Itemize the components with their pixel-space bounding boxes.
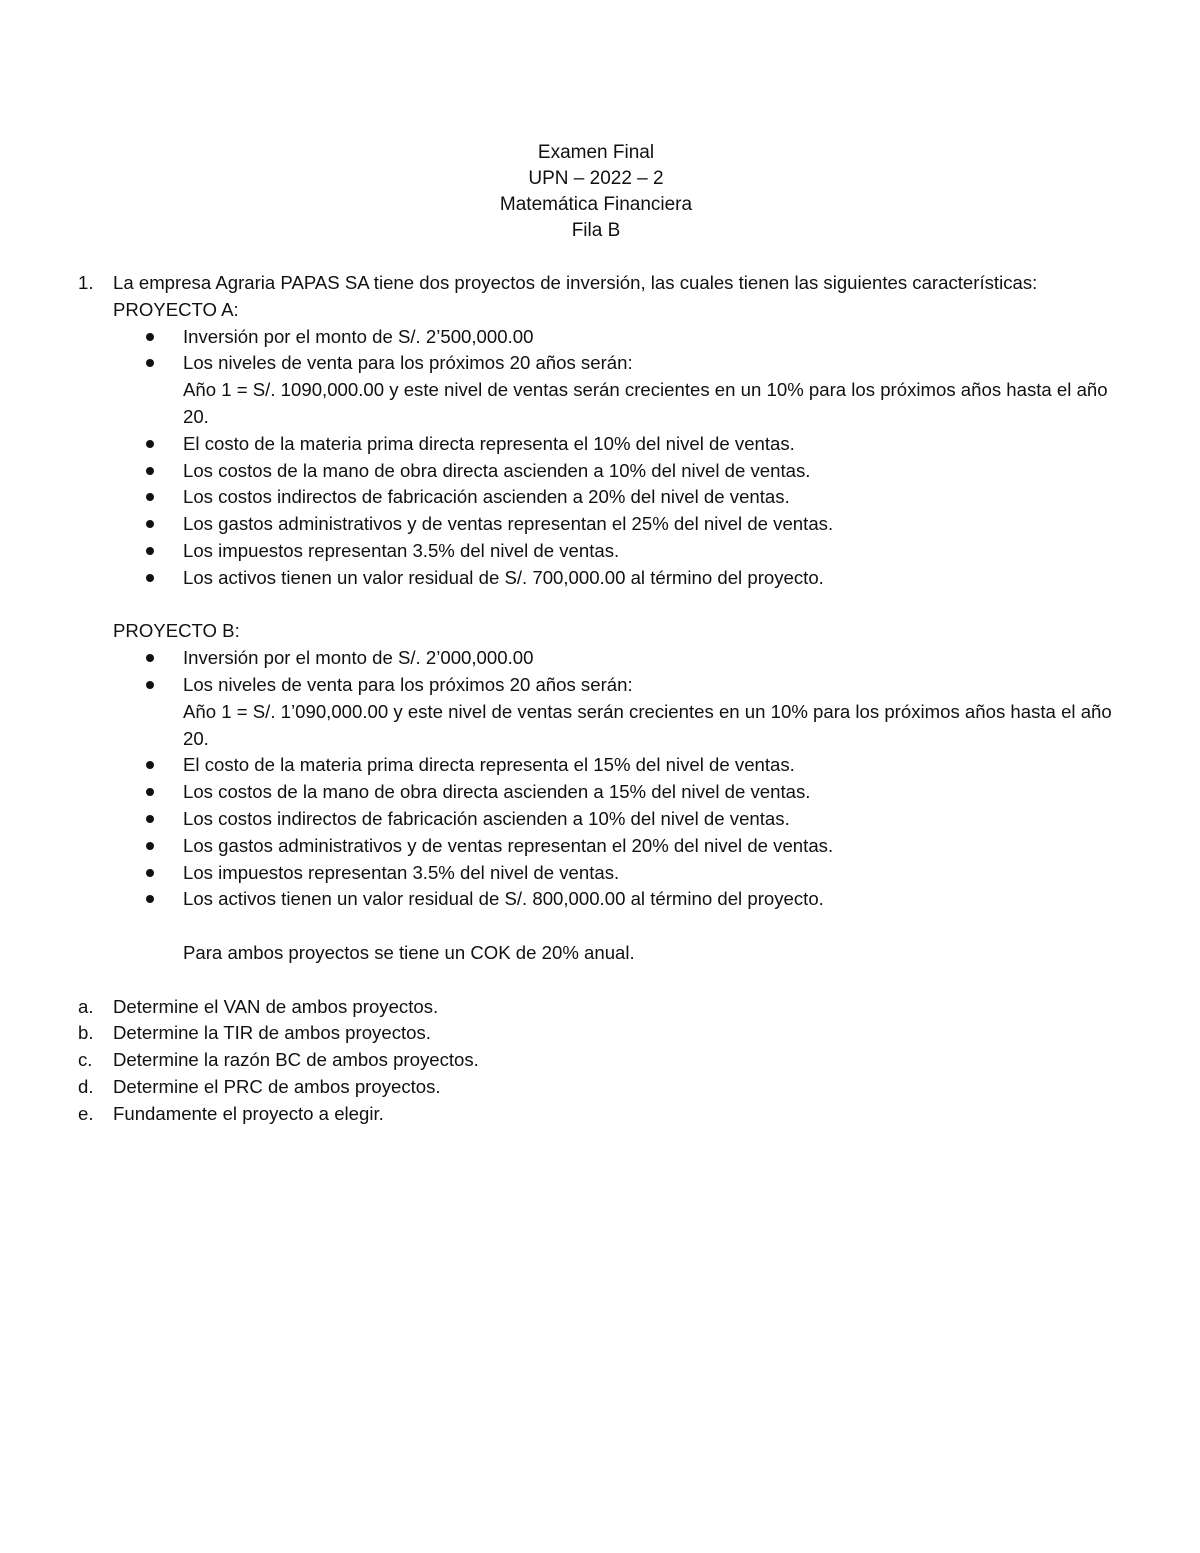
- spacer: [78, 967, 1168, 994]
- project-a-sales-detail: Año 1 = S/. 1090,000.00 y este nivel de ventas serán crecientes en un 10% para los próximos años hasta el año: [183, 379, 1108, 401]
- header-row: Fila B: [571, 220, 621, 241]
- project-a-item-taxes: [78, 538, 1168, 565]
- bullet-icon: [146, 467, 154, 475]
- item-text: Los costos indirectos de fabricación ascienden a 10% del nivel de ventas.: [183, 807, 790, 829]
- project-a-item-labor: [78, 458, 1168, 485]
- subquestion-text: Determine el VAN de ambos proyectos.: [113, 995, 439, 1017]
- bullet-icon: [146, 895, 154, 903]
- subquestion-letter: c.: [78, 1049, 93, 1071]
- project-a-item-investment: [78, 324, 1168, 351]
- project-b-item-investment: [78, 645, 1168, 672]
- bullet-icon: [146, 654, 154, 662]
- question-1: [78, 270, 1168, 297]
- bullet-icon: [146, 440, 154, 448]
- project-b-item-indirect-costs: [78, 806, 1168, 833]
- subquestion-letter: a.: [78, 995, 94, 1017]
- question-number: 1.: [78, 272, 94, 293]
- subquestion-letter: b.: [78, 1022, 94, 1044]
- project-b-item-labor: [78, 779, 1168, 806]
- item-text: Inversión por el monto de S/. 2’000,000.00: [183, 647, 534, 669]
- bullet-icon: [146, 493, 154, 501]
- project-a-item-residual-value: [78, 565, 1168, 592]
- bullet-icon: [146, 788, 154, 796]
- project-a-item-admin-expenses: [78, 511, 1168, 538]
- item-text: Los gastos administrativos y de ventas representan el 20% del nivel de ventas.: [183, 834, 834, 856]
- project-b-sales-detail: Año 1 = S/. 1’090,000.00 y este nivel de ventas serán crecientes en un 10% para los próximos años hasta el año: [183, 700, 1112, 722]
- item-text: El costo de la materia prima directa representa el 15% del nivel de ventas.: [183, 754, 795, 776]
- item-text: Los gastos administrativos y de ventas representan el 25% del nivel de ventas.: [183, 513, 834, 535]
- header-title: Examen Final: [537, 142, 655, 163]
- project-a-item-indirect-costs: [78, 484, 1168, 511]
- subquestion-letter: d.: [78, 1075, 94, 1097]
- project-b-item-taxes: [78, 860, 1168, 887]
- subquestion-b: [78, 1020, 1168, 1047]
- subquestion-text: Determine la razón BC de ambos proyectos.: [113, 1049, 479, 1071]
- item-text: Los costos de la mano de obra directa ascienden a 15% del nivel de ventas.: [183, 781, 811, 803]
- project-b-item-residual-value: [78, 886, 1168, 913]
- bullet-icon: [146, 815, 154, 823]
- exam-content: [78, 270, 1168, 1128]
- spacer: [78, 913, 1168, 940]
- bullet-icon: [146, 547, 154, 555]
- subquestion-text: Determine el PRC de ambos proyectos.: [113, 1075, 441, 1097]
- subquestion-text: Determine la TIR de ambos proyectos.: [113, 1022, 431, 1044]
- item-text: Los impuestos representan 3.5% del nivel de ventas.: [183, 861, 620, 883]
- item-text: Los impuestos representan 3.5% del nivel de ventas.: [183, 539, 620, 561]
- bullet-icon: [146, 869, 154, 877]
- bullet-icon: [146, 842, 154, 850]
- item-text: Los costos indirectos de fabricación ascienden a 20% del nivel de ventas.: [183, 486, 790, 508]
- project-b-item-raw-material: [78, 752, 1168, 779]
- exam-header: [0, 140, 1192, 244]
- cok-note: Para ambos proyectos se tiene un COK de 20% anual.: [183, 941, 635, 963]
- project-b-item-sales: [78, 672, 1168, 699]
- subquestion-letter: e.: [78, 1102, 94, 1124]
- item-text: El costo de la materia prima directa representa el 10% del nivel de ventas.: [183, 432, 795, 454]
- header-course: Matemática Financiera: [499, 194, 693, 215]
- bullet-icon: [146, 574, 154, 582]
- subquestion-a: [78, 994, 1168, 1021]
- project-b-item-admin-expenses: [78, 833, 1168, 860]
- spacer: [78, 592, 1168, 619]
- item-text: Los niveles de venta para los próximos 20 años serán:: [183, 673, 633, 695]
- subquestion-text: Fundamente el proyecto a elegir.: [113, 1102, 384, 1124]
- bullet-icon: [146, 681, 154, 689]
- subquestion-e: [78, 1101, 1168, 1128]
- subquestion-c: [78, 1047, 1168, 1074]
- project-a-item-raw-material: [78, 431, 1168, 458]
- item-text: Los niveles de venta para los próximos 20 años serán:: [183, 352, 633, 374]
- subquestion-d: [78, 1074, 1168, 1101]
- project-a-item-sales: [78, 350, 1168, 377]
- item-text: Inversión por el monto de S/. 2’500,000.00: [183, 325, 534, 347]
- item-text: Los costos de la mano de obra directa ascienden a 10% del nivel de ventas.: [183, 459, 811, 481]
- item-text: Los activos tienen un valor residual de S/. 700,000.00 al término del proyecto.: [183, 566, 824, 588]
- bullet-icon: [146, 761, 154, 769]
- project-a-label: PROYECTO A:: [113, 298, 239, 320]
- bullet-icon: [146, 359, 154, 367]
- bullet-icon: [146, 333, 154, 341]
- bullet-icon: [146, 520, 154, 528]
- project-b-label: PROYECTO B:: [113, 620, 240, 642]
- project-b-sales-detail-end: 20.: [183, 727, 209, 749]
- item-text: Los activos tienen un valor residual de S/. 800,000.00 al término del proyecto.: [183, 888, 824, 910]
- project-a-sales-detail-end: 20.: [183, 405, 209, 427]
- header-term: UPN – 2022 – 2: [528, 168, 664, 189]
- question-text: La empresa Agraria PAPAS SA tiene dos proyectos de inversión, las cuales tienen las siguientes características:: [113, 272, 1038, 293]
